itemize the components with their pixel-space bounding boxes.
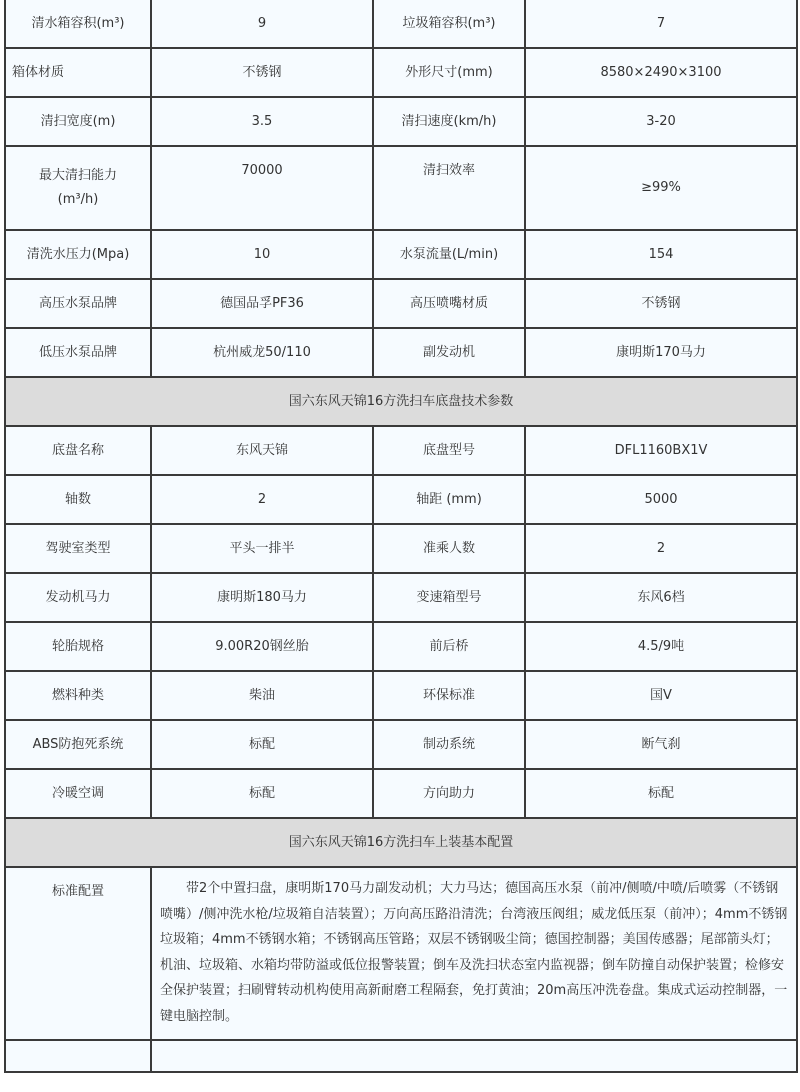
spec-value: 标配 [525, 769, 797, 818]
spec-value: 标配 [151, 720, 373, 769]
spec-label: 清扫效率 [373, 146, 525, 230]
empty-cell [151, 1040, 797, 1072]
spec-value: 10 [151, 230, 373, 279]
spec-value: 2 [151, 475, 373, 524]
spec-value: 不锈钢 [525, 279, 797, 328]
spec-label: 轴距 (mm) [373, 475, 525, 524]
section-header-chassis [5, 377, 797, 426]
spec-value: 9.00R20钢丝胎 [151, 622, 373, 671]
spec-value: 154 [525, 230, 797, 279]
spec-value: 8580×2490×3100 [525, 48, 797, 97]
spec-value: 不锈钢 [151, 48, 373, 97]
spec-label: 驾驶室类型 [5, 524, 151, 573]
spec-label: 方向助力 [373, 769, 525, 818]
spec-value: 平头一排半 [151, 524, 373, 573]
spec-label: 副发动机 [373, 328, 525, 377]
spec-label: 冷暖空调 [5, 769, 151, 818]
spec-label: 制动系统 [373, 720, 525, 769]
section-title: 国六东风天锦16方洗扫车底盘技术参数 [5, 377, 797, 426]
spec-value: 2 [525, 524, 797, 573]
spec-value: 康明斯170马力 [525, 328, 797, 377]
table-row [5, 146, 797, 230]
spec-value: 德国品孚PF36 [151, 279, 373, 328]
spec-value: 4.5/9吨 [525, 622, 797, 671]
spec-label: 轴数 [5, 475, 151, 524]
spec-label: 前后桥 [373, 622, 525, 671]
spec-table [4, 0, 798, 1073]
spec-label: 轮胎规格 [5, 622, 151, 671]
spec-label: 垃圾箱容积(m³) [373, 0, 525, 48]
spec-value: 柴油 [151, 671, 373, 720]
spec-label: 高压喷嘴材质 [373, 279, 525, 328]
spec-label: 清扫宽度(m) [5, 97, 151, 146]
spec-value: 断气刹 [525, 720, 797, 769]
spec-value: 东风天锦 [151, 426, 373, 475]
table-row [5, 1040, 797, 1072]
spec-value: 国V [525, 671, 797, 720]
table-row [5, 867, 797, 1040]
spec-value: 70000 [151, 146, 373, 230]
spec-value: 康明斯180马力 [151, 573, 373, 622]
table-row [5, 279, 797, 328]
spec-label: 环保标准 [373, 671, 525, 720]
section-header-config [5, 818, 797, 867]
table-row [5, 328, 797, 377]
spec-label: 底盘型号 [373, 426, 525, 475]
spec-label: 清扫速度(km/h) [373, 97, 525, 146]
section-title: 国六东风天锦16方洗扫车上装基本配置 [5, 818, 797, 867]
table-row [5, 573, 797, 622]
spec-label: 高压水泵品牌 [5, 279, 151, 328]
spec-value: 东风6档 [525, 573, 797, 622]
spec-value: 5000 [525, 475, 797, 524]
config-description: 带2个中置扫盘，康明斯170马力副发动机；大力马达；德国高压水泵（前冲/侧喷/中喷/后喷雾（不锈钢喷嘴）/侧冲洗水枪/垃圾箱自洁装置）；万向高压路沿清洗；台湾液压阀组；威龙低压泵（前冲）；4mm不锈钢垃圾箱；4mm不锈钢水箱；不锈钢高压管路；双层不锈钢吸尘筒；德国控制器；美国传感器；尾部箭头灯；机油、垃圾箱、水箱均带防溢或低位报警装置；倒车及洗扫状态室内监视器；倒车防撞自动保护装置；检修安全保护装置；扫刷臂转动机构使用高新耐磨工程隔套，免打黄油；20m高压冲洗卷盘。集成式运动控制器，一键电脑控制。 [151, 867, 797, 1040]
spec-value: 9 [151, 0, 373, 48]
spec-label: 燃料种类 [5, 671, 151, 720]
table-row [5, 475, 797, 524]
spec-value: 标配 [151, 769, 373, 818]
table-row [5, 524, 797, 573]
spec-label: 箱体材质 [5, 48, 151, 97]
empty-cell [5, 1040, 151, 1072]
spec-label: 水泵流量(L/min) [373, 230, 525, 279]
spec-value: 杭州威龙50/110 [151, 328, 373, 377]
spec-label: 准乘人数 [373, 524, 525, 573]
spec-label: 标准配置 [5, 867, 151, 1040]
table-row [5, 426, 797, 475]
table-row [5, 0, 797, 48]
spec-value: ≥99% [525, 146, 797, 230]
spec-label: 低压水泵品牌 [5, 328, 151, 377]
table-row [5, 671, 797, 720]
table-row [5, 720, 797, 769]
spec-value: 7 [525, 0, 797, 48]
spec-label: 最大清扫能力(m³/h) [5, 146, 151, 230]
spec-label: 变速箱型号 [373, 573, 525, 622]
table-row [5, 230, 797, 279]
spec-label: ABS防抱死系统 [5, 720, 151, 769]
table-row [5, 769, 797, 818]
spec-value: 3-20 [525, 97, 797, 146]
table-row [5, 97, 797, 146]
table-row [5, 622, 797, 671]
table-row [5, 48, 797, 97]
spec-label: 发动机马力 [5, 573, 151, 622]
spec-label: 清洗水压力(Mpa) [5, 230, 151, 279]
spec-label: 清水箱容积(m³) [5, 0, 151, 48]
spec-value: 3.5 [151, 97, 373, 146]
spec-value: DFL1160BX1V [525, 426, 797, 475]
spec-label: 底盘名称 [5, 426, 151, 475]
spec-label: 外形尺寸(mm) [373, 48, 525, 97]
